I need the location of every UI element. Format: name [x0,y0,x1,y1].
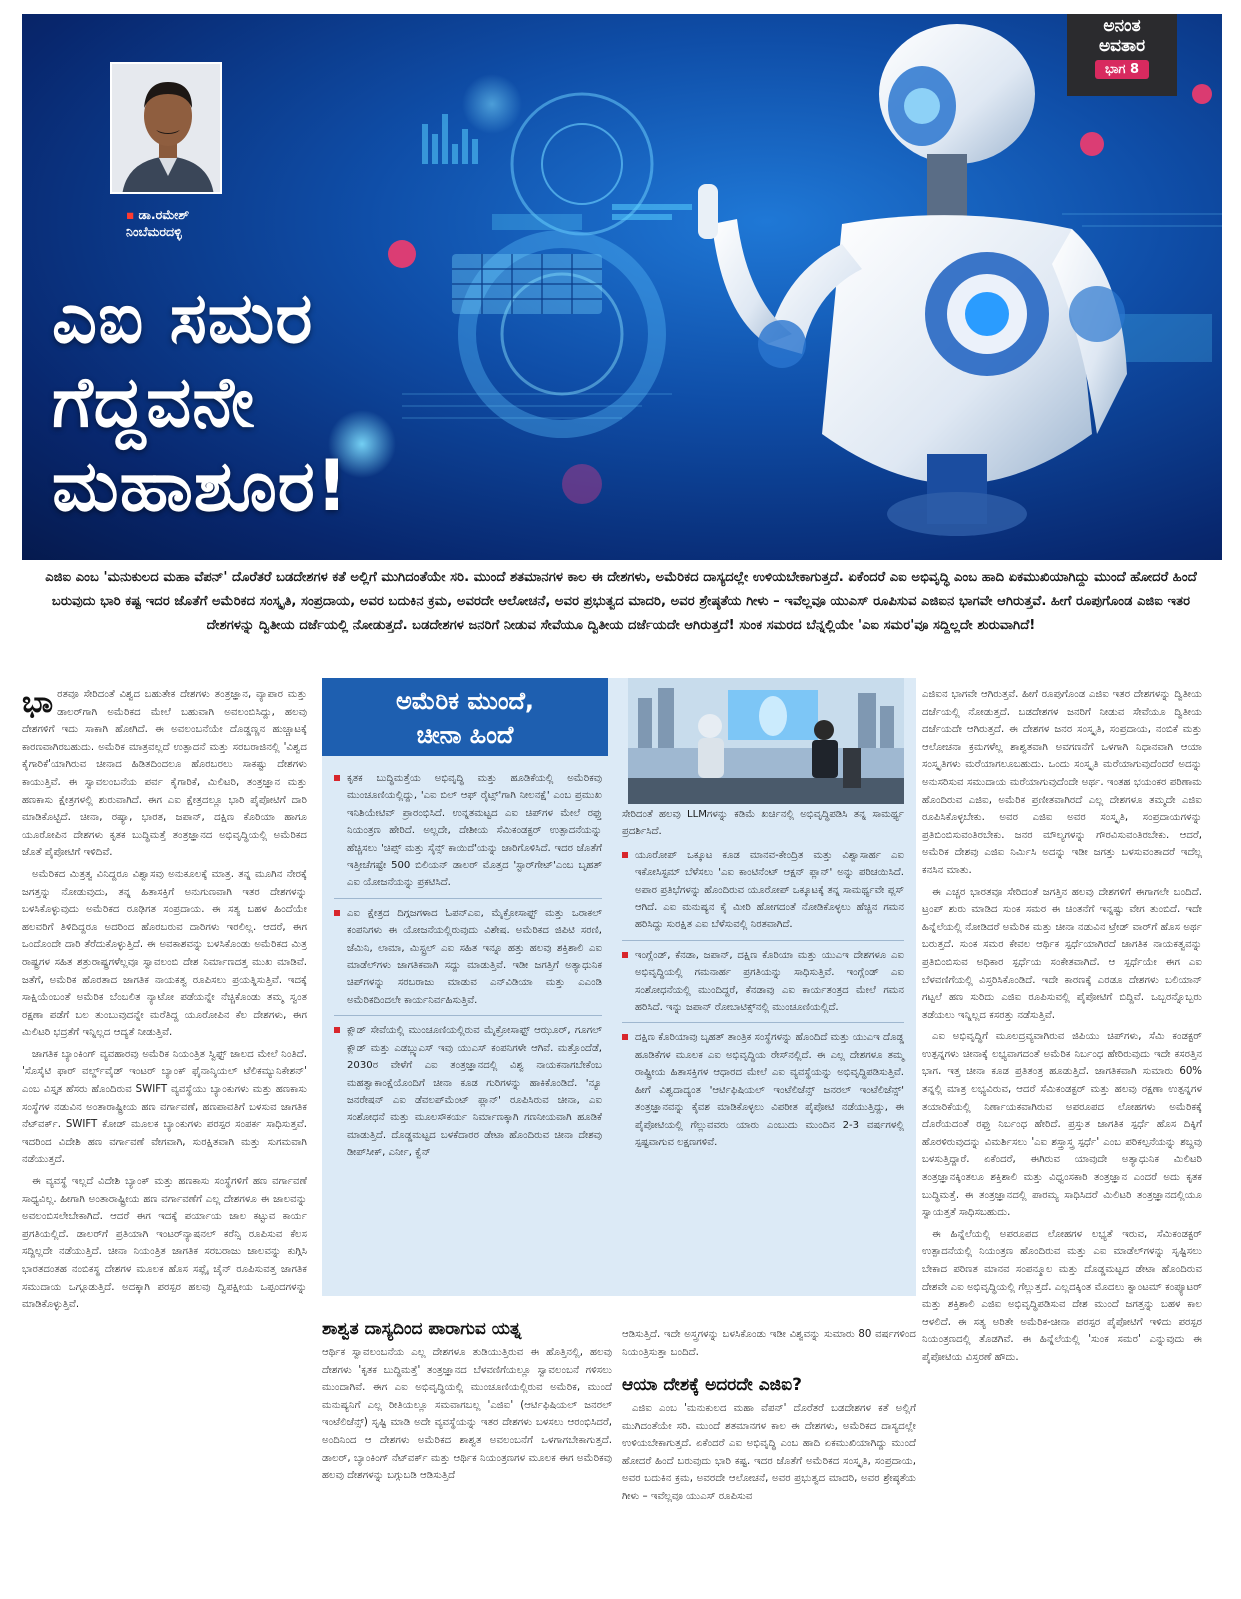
section3-lead-text: ಆಡಿಸುತ್ತಿದೆ. ಇದೇ ಅಸ್ತ್ರಗಳನ್ನು ಬಳಸಿಕೊಂಡು ಇಡೀ ವಿಶ್ವವನ್ನು ಸುಮಾರು 80 ವರ್ಷಗಳಿಂದ ನಿಯಂತ್ರಿಸುತ್ತಾ ಬಂದಿದೆ. [622,1329,916,1358]
col4-paragraph: ಈ ಎಚ್ಚರ ಭಾರತವೂ ಸೇರಿದಂತೆ ಜಗತ್ತಿನ ಹಲವು ದೇಶಗಳಿಗೆ ಈಗಾಗಲೇ ಬಂದಿದೆ. ಟ್ರಂಪ್ ಶುರು ಮಾಡಿದ ಸುಂಕ ಸಮರ ಈ ಚಿಂತನೆಗೆ ಇನ್ನಷ್ಟು ವೇಗ ತುಂಬಿದೆ. ಇದೇ ಹಿನ್ನೆಲೆಯಲ್ಲಿ ನೋಡಿದರೆ ಅಮೆರಿಕ ಮತ್ತು ಚೀನಾ ನಡುವಿನ ಟ್ರೇಡ್ ವಾರ್‌ಗೆ ಹೊಸ ಅರ್ಥ ಬರುತ್ತದೆ. ಸುಂಕ ಸಮರ ಕೇವಲ ಆರ್ಥಿಕ ಸ್ಪರ್ಧೆಯಾಗಿರದೆ ಜಾಗತಿಕ ನಾಯಕತ್ವವನ್ನು ಪ್ರತಿಬಿಂಬಿಸುವ ಅಧಿಕಾರ ಸ್ಪರ್ಧೆಯ ಸಂಕೇತವಾಗಿದೆ. ಆ ಸ್ಪರ್ಧೆಯೇ ಈಗ ಎಐ ಬೆಳವಣಿಗೆಯಲ್ಲಿ ವಿಸ್ತರಿಸಿಕೊಂಡಿದೆ. ಇದೇ ಕಾರಣಕ್ಕೆ ಎರಡೂ ದೇಶಗಳು ಬಲಿಯಾನ್ ಗಟ್ಟಲೆ ಹಣ ಸುರಿದು ಎಜಿಐ ರೂಪಿಸುವಲ್ಲಿ ಪೈಪೋಟಿಗೆ ಬಿದ್ದಿವೆ. ಒಬ್ಬರನ್ನೊಬ್ಬರು ತಡೆಯಲು ಇನ್ನಿಲ್ಲದ ಕಸರತ್ತು ನಡೆಸುತ್ತಿವೆ. [922,886,1202,1021]
sidebar-left-column [334,770,602,1174]
section3-text: ಎಜಿಐ ಎಂಬ 'ಮನುಕುಲದ ಮಹಾ ವೆಪನ್' ದೊರೆತರೆ ಬಡದೇಶಗಳ ಕತೆ ಅಲ್ಲಿಗೆ ಮುಗಿದಂತೆಯೇ ಸರಿ. ಮುಂದೆ ಶತಮಾನಗಳ ಕಾಲ ಈ ದೇಶಗಳು, ಅಮೆರಿಕದ ದಾಸ್ಯದಲ್ಲೇ ಉಳಿಯಬೇಕಾಗುತ್ತದೆ. ಏಕೆಂದರೆ ಎಐ ಅಭಿವೃದ್ಧಿ ಎಂಬ ಹಾದಿ ಏಕಮುಖಿಯಾಗಿದ್ದು ಮುಂದೆ ಹೋದರೆ ಹಿಂದೆ ಬರುವುದು ಭಾರಿ ಕಷ್ಟ. ಇದರ ಜೊತೆಗೆ ಅಮೆರಿಕದ ಸಂಸ್ಕೃತಿ, ಸಂಪ್ರದಾಯ, ಅವರ ಬದುಕಿನ ಕ್ರಮ, ಅವರದೇ ಆಲೋಚನೆ, ಅವರ ಪ್ರಭುತ್ವದ ಮಾದರಿ, ಅವರ ಶ್ರೇಷ್ಠತೆಯ ಗೀಳು – ಇವೆಲ್ಲವೂ ಯುಎಸ್ ರೂಪಿಸುವ [622,1403,916,1502]
col1-paragraph: ಅಮೆರಿಕದ ಮಿತ್ರತ್ವ ವಿನಿದ್ದರೂ ವಿಶ್ವಾಸವು ಅನುಕೂಲಕ್ಕೆ ಮಾತ್ರ. ತನ್ನ ಮೂಗಿನ ನೇರಕ್ಕೆ ಜಗತ್ತನ್ನು ನೋಡುವುದು, ತನ್ನ ಹಿತಾಸಕ್ತಿಗೆ ಅನುಗುಣವಾಗಿ ಇತರ ದೇಶಗಳನ್ನು ಬಳಸಿಕೊಳ್ಳುವುದು ಅಮೆರಿಕದ ರೂಢಿಗತ ಸಂಪ್ರದಾಯ. ಈ ಸತ್ಯ ಬಹಳ ಹಿಂದೆಯೇ ಹಲವರಿಗೆ ತಿಳಿದಿದ್ದರೂ ಅದರಿಂದ ಹೊರಬರುವ ದಾರಿಗಳು ಇರಲಿಲ್ಲ. ಆದರೆ, ಈಗ ಒಂದೊಂದೇ ದಾರಿ ತೆರೆದುಕೊಳ್ಳುತ್ತಿದೆ. ಈ ಅವಕಾಶವನ್ನು ಬಳಸಿಕೊಂಡು ಅಮೆರಿಕದ ಮಿತ್ರ ರಾಷ್ಟ್ರಗಳ ಸಹಿತ ಶತ್ರುರಾಷ್ಟ್ರಗಳೆಲ್ಲವೂ ಸ್ವಾವಲಂಬಿ ದೇಶ ನಿರ್ಮಾಣದತ್ತ ಮುಖ ಮಾಡಿವೆ. ಜತೆಗೆ, ಅಮೆರಿಕ ಹೊರತಾದ ಜಾಗತಿಕ ನಾಯಕತ್ವ ರೂಪಿಸಲು ಪ್ರಯತ್ನಿಸುತ್ತಿವೆ. ಇದಕ್ಕೆ ಸಾಕ್ಷಿಯೆಂಬಂತೆ ಅಮೆರಿಕ ಬೆಂಬಲಿತ ನ್ಯಾಟೋ ಪಡೆಯನ್ನೇ ನೆಚ್ಚಿಕೊಂಡು ತಮ್ಮ ಸ್ವಂತ ರಕ್ಷಣಾ ಪಡೆಗೆ ಬಲ ತುಂಬುವುದನ್ನೇ ಮರೆತಿದ್ದ ಯೂರೋಪಿನ ಕೆಲ ದೇಶಗಳು, ಈಗ ಮಿಲಿಟರಿ ಭದ್ರತೆಗೆ ಇನ್ನಿಲ್ಲದ ಆದ್ಯತೆ ನೀಡುತ್ತಿವೆ. [22,868,307,1039]
article-deck: ಎಜಿಐ ಎಂಬ 'ಮನುಕುಲದ ಮಹಾ ವೆಪನ್' ದೊರೆತರೆ ಬಡದೇಶಗಳ ಕತೆ ಅಲ್ಲಿಗೆ ಮುಗಿದಂತೆಯೇ ಸರಿ. ಮುಂದೆ ಶತಮಾನಗಳ ಕಾಲ ಈ ದೇಶಗಳು, ಅಮೆರಿಕದ ದಾಸ್ಯದಲ್ಲೇ ಉಳಿಯಬೇಕಾಗುತ್ತದೆ. ಏಕೆಂದರೆ ಎಐ ಅಭಿವೃದ್ಧಿ ಎಂಬ ಹಾದಿ ಏಕಮುಖಿಯಾಗಿದ್ದು ಮುಂದೆ ಹೋದರೆ ಹಿಂದೆ ಬರುವುದು ಭಾರಿ ಕಷ್ಟ ಇದರ ಜೊತೆಗೆ ಅಮೆರಿಕದ ಸಂಸ್ಕೃತಿ, ಸಂಪ್ರದಾಯ, ಅವರ ಬದುಕಿನ ಕ್ರಮ, ಅವರದೇ ಆಲೋಚನೆ, ಅವರ ಪ್ರಭುತ್ವದ ಮಾದರಿ, ಅವರ ಶ್ರೇಷ್ಠತೆಯ ಗೀಳು – ಇವೆಲ್ಲವೂ ಯುಎಸ್ ರೂಪಿಸುವ ಎಜಿಐನ ಭಾಗವೇ ಆಗಿರುತ್ತವೆ. ಹೀಗೆ ರೂಪುಗೊಂಡ ಎಜಿಐ ಇತರ ದೇಶಗಳನ್ನು ದ್ವಿತೀಯ ದರ್ಜೆಯಲ್ಲಿ ನೋಡುತ್ತದೆ. ಬಡದೇಶಗಳ ಜನರಿಗೆ ನೀಡುವ ಸೇವೆಯೂ ದ್ವಿತೀಯ ದರ್ಜೆಯದೇ ಆಗಿರುತ್ತದೆ! ಸುಂಕ ಸಮರದ ಬೆನ್ನಲ್ಲಿಯೇ 'ಎಐ ಸಮರ'ವೂ ಸದ್ದಿಲ್ಲದೇ ಶುರುವಾಗಿದೆ! [45,570,1197,633]
sidebar-bullet: ಕ್ಲೌಡ್ ಸೇವೆಯಲ್ಲಿ ಮುಂಚೂಣಿಯಲ್ಲಿರುವ ಮೈಕ್ರೋಸಾಫ್ಟ್ ಆಝೂರ್, ಗೂಗಲ್ ಕ್ಲೌಡ್ ಮತ್ತು ಎಡಬ್ಲ್ಯುಎಸ್ ಇವು ಯುಎಸ್ ಕಂಪನಿಗಳೇ ಆಗಿವೆ. ಮತ್ತೊಂದೆಡೆ, 2030ರ ವೇಳೆಗೆ ಎಐ ತಂತ್ರಜ್ಞಾನದಲ್ಲಿ ವಿಶ್ವ ನಾಯಕನಾಗಬೇಕೆಂಬ ಮಹತ್ವಾಕಾಂಕ್ಷೆಯೊಂದಿಗೆ ಚೀನಾ ಕೂಡ ಗುರಿಗಳನ್ನು ಹಾಕಿಕೊಂಡಿದೆ. 'ನ್ಯೂ ಜನರೇಷನ್ ಎಐ ಡೆವಲಪ್‌ಮೆಂಟ್ ಪ್ಲಾನ್' ರೂಪಿಸಿರುವ ಚೀನಾ, ಎಐ ಸಂಶೋಧನೆ ಮತ್ತು ಮೂಲಸೌಕರ್ಯ ನಿರ್ಮಾಣಕ್ಕಾಗಿ ಗಣನೀಯವಾಗಿ ಹೂಡಿಕೆ ಮಾಡುತ್ತಿದೆ. ದೊಡ್ಡಮಟ್ಟದ ಬಳಕೆದಾರರ ಡೇಟಾ ಹೊಂದಿರುವ ಚೀನಾ ದೇಶವು ಡೀಪ್‌ಸೀಕ್, ಎರ್ನೀ, ಕ್ವೆನ್ [334,1022,602,1167]
col1-paragraph: ಜಾಗತಿಕ ಬ್ಯಾಂಕಿಂಗ್ ವ್ಯವಹಾರವು ಅಮೆರಿಕ ನಿಯಂತ್ರಿತ ಸ್ವಿಫ್ಟ್ ಜಾಲದ ಮೇಲೆ ನಿಂತಿದೆ. 'ಸೊಸೈಟಿ ಫಾರ್ ವರ್ಲ್ಡ್‌ವೈಡ್ ಇಂಟರ್ ಬ್ಯಾಂಕ್ ಫೈನಾನ್ಶಿಯಲ್ ಟೆಲಿಕಮ್ಯುನಿಕೇಶನ್' ಎಂಬ ವಿಸ್ತೃತ ಹೆಸರು ಹೊಂದಿರುವ SWIFT ವ್ಯವಸ್ಥೆಯು ಬ್ಯಾಂಕುಗಳು ಮತ್ತು ಹಣಕಾಸು ಸಂಸ್ಥೆಗಳ ನಡುವಿನ ಅಂತಾರಾಷ್ಟ್ರೀಯ ಹಣ ವರ್ಗಾವಣೆ, ಹಣಪಾವತಿಗೆ ಬಳಸುವ ಜಾಗತಿಕ ನೆಟ್‌ವರ್ಕ್. SWIFT ಕೋಡ್ ಮೂಲಕ ಬ್ಯಾಂಕುಗಳು ಪರಸ್ಪರ ಸಂಪರ್ಕ ಸಾಧಿಸುತ್ತವೆ. ಇದರಿಂದ ವಿದೇಶಿ ಹಣ ವರ್ಗಾವಣೆ ವೇಗವಾಗಿ, ಸುರಕ್ಷಿತವಾಗಿ ಮತ್ತು ಸುಗಮವಾಗಿ ನಡೆಯುತ್ತದೆ. [22,1048,307,1166]
headline [52,276,482,528]
col4-paragraph: ಎಐ ಅಭಿವೃದ್ಧಿಗೆ ಮೂಲದ್ರವ್ಯವಾಗಿರುವ ಜಿಪಿಯು ಚಿಪ್‌ಗಳು, ಸೆಮಿ ಕಂಡಕ್ಟರ್ ಉತ್ಪನ್ನಗಳು ಚೀನಾಕ್ಕೆ ಲಭ್ಯವಾಗದಂತೆ ಅಮೆರಿಕ ನಿರ್ಬಂಧ ಹೇರಿರುವುದು ಇದೇ ಕಸರತ್ತಿನ ಭಾಗ. ಇತ್ತ ಚೀನಾ ಕೂಡ ಪ್ರತಿತಂತ್ರ ಹೂಡುತ್ತಿದೆ. ಜಾಗತಿಕವಾಗಿ ಸುಮಾರು 60% ತನ್ನಲ್ಲಿ ಮಾತ್ರ ಲಭ್ಯವಿರುವ, ಆದರೆ ಸೆಮಿಕಂಡಕ್ಟರ್ ಮತ್ತು ಹಲವು ರಕ್ಷಣಾ ಉತ್ಪನ್ನಗಳ ತಯಾರಿಕೆಯಲ್ಲಿ ನಿರ್ಣಾಯಕವಾಗಿರುವ ಅಪರೂಪದ ಲೋಹಗಳು ಅಮೆರಿಕಕ್ಕೆ ದೊರೆಯದಂತೆ ರಫ್ತು ನಿರ್ಬಂಧ ಹೇರಿದೆ. ಪ್ರಸ್ತುತ ಜಾಗತಿಕ ಸ್ಪರ್ಧೆ ಹೊಸ ದಿಕ್ಕಿಗೆ ಹೊರಳಿರುವುದನ್ನು ವಿಮರ್ಶಿಸಲು 'ಎಐ ಶಸ್ತ್ರಾಸ್ತ್ರ ಸ್ಪರ್ಧೆ' ಎಂಬ ಪರಿಕಲ್ಪನೆಯನ್ನು ಶಬ್ದವು ಬಳಸುತ್ತಿದ್ದಾರೆ. ಏಕೆಂದರೆ, ಈಗಿರುವ ಯಾವುದೇ ಅತ್ಯಾಧುನಿಕ ಮಿಲಿಟರಿ ತಂತ್ರಜ್ಞಾನಕ್ಕಿಂತಲೂ ಶಕ್ತಿಶಾಲಿ ಮತ್ತು ವಿಧ್ವಂಸಕಾರಿ ತಂತ್ರಜ್ಞಾನ ಎಂದರೆ ಅದು ಕೃತಕ ಬುದ್ಧಿಮತ್ತೆ. ಈ ತಂತ್ರಜ್ಞಾನದಲ್ಲಿ ಪಾರಮ್ಯ ಸಾಧಿಸಿದರೆ ಮಿಲಿಟರಿ ತಂತ್ರಜ್ಞಾನದಲ್ಲಿಯೂ ಸ್ವಾಯತ್ತತೆ ಸಾಧಿಸಬಹುದು. [922,1031,1202,1219]
headline-line3: ಮಹಾಶೂರ! [52,445,349,527]
series-part-label: ಭಾಗ 8 [1095,60,1149,79]
col1-paragraph-text: ರತವೂ ಸೇರಿದಂತೆ ವಿಶ್ವದ ಬಹುತೇಕ ದೇಶಗಳು ತಂತ್ರಜ್ಞಾನ, ವ್ಯಾಪಾರ ಮತ್ತು ಡಾಲರ್‌ಗಾಗಿ ಅಮೆರಿಕದ ಮೇಲೆ ಬಹುವಾಗಿ ಅವಲಂಬಿಸಿದ್ದು, ಹಲವು ದೇಶಗಳಿಗೆ ಇದು ಸಾಕಾಗಿ ಹೋಗಿದೆ. ಈ ಅವಲಂಬನೆಯೇ ದೊಡ್ಡಣ್ಣನ ಹುಚ್ಚಾಟಕ್ಕೆ ಕಾರಣವಾಗಿರಬಹುದು. ಅಮೆರಿಕ ಮಾತ್ರವಲ್ಲದೆ ಉತ್ಪಾದನೆ ಮತ್ತು ಸರಬರಾಜಿನಲ್ಲಿ 'ವಿಶ್ವದ ಕೈಗಾರಿಕೆ'ಯಾಗಿರುವ ಚೀನಾದ ಹಿಡಿತದಿಂದಲೂ ಹೊರಬರಲು ಸಾಕಷ್ಟು ದೇಶಗಳು ಕಾಯುತ್ತಿವೆ. ಈ ಸ್ವಾವಲಂಬನೆಯ ಪರ್ವ ಕೈಗಾರಿಕೆ, ಮಿಲಿಟರಿ, ತಂತ್ರಜ್ಞಾನ ಮತ್ತು ಹಣಕಾಸು ಕ್ಷೇತ್ರಗಳಲ್ಲಿ ಶುರುವಾಗಿದೆ. ಈಗ ಎಐ ಕ್ಷೇತ್ರದಲ್ಲೂ ಭಾರಿ ಪೈಪೋಟಿಗೆ ದಾರಿ ಮಾಡಿಕೊಟ್ಟಿದೆ. ಚೀನಾ, ರಷ್ಯಾ, ಭಾರತ, ಜಪಾನ್, ದಕ್ಷಿಣ ಕೊರಿಯಾ ಹಾಗೂ ಯೂರೋಪಿನ ದೇಶಗಳು ಕೃತಕ ಬುದ್ಧಿಮತ್ತೆ ತಂತ್ರಜ್ಞಾನದ ಅಭಿವೃದ್ಧಿಯಲ್ಲಿ ಅಮೆರಿಕದ ಜೊತೆ ಪೈಪೋಟಿಗೆ ಇಳಿದಿವೆ. [22,689,307,859]
dropcap: ಭಾ [22,685,54,720]
sidebar-right-column [622,806,904,1163]
section3-lead [622,1326,916,1365]
series-badge [1067,14,1177,96]
series-title-line2: ಅವತಾರ [1098,36,1146,56]
headline-line1: ಎಐ ಸಮರ [52,277,314,359]
sidebar-continuation: ಸೇರಿದಂತೆ ಹಲವು LLMಗಳನ್ನು ಕಡಿಮೆ ಖರ್ಚಿನಲ್ಲಿ ಅಭಿವೃದ್ಧಿಪಡಿಸಿ ತನ್ನ ಸಾಮರ್ಥ್ಯ ಪ್ರದರ್ಶಿಸಿದೆ. [622,809,904,838]
col1-paragraph: ಈ ವ್ಯವಸ್ಥೆ ಇಲ್ಲದೆ ವಿದೇಶಿ ಬ್ಯಾಂಕ್ ಮತ್ತು ಹಣಕಾಸು ಸಂಸ್ಥೆಗಳಿಗೆ ಹಣ ವರ್ಗಾವಣೆ ಸಾಧ್ಯವಿಲ್ಲ. ಹೀಗಾಗಿ ಅಂತಾರಾಷ್ಟ್ರೀಯ ಹಣ ವರ್ಗಾವಣೆಗೆ ಎಲ್ಲ ದೇಶಗಳೂ ಈ ಜಾಲವನ್ನು ಅವಲಂಬಿಸಲೇಬೇಕಾಗಿದೆ. ಆದರೆ ಈಗ ಇದಕ್ಕೆ ಪರ್ಯಾಯ ಜಾಲ ಕಟ್ಟುವ ಕಾರ್ಯ ಪ್ರಗತಿಯಲ್ಲಿದೆ. ಡಾಲರ್‌ಗೆ ಪ್ರತಿಯಾಗಿ ಇಂಟರ್‌ನ್ಯಾಷನಲ್ ಕರೆನ್ಸಿ ರೂಪಿಸುವ ಕೆಲಸ ಸದ್ದಿಲ್ಲದೇ ನಡೆಯುತ್ತಿದೆ. ಚೀನಾ ನಿಯಂತ್ರಿತ ಜಾಗತಿಕ ಸರಬರಾಜು ಜಾಲವನ್ನು ಕುಗ್ಗಿಸಿ ಭಾರತದಂತಹ ನಂಬಿಕಸ್ಥ ದೇಶಗಳ ಮೂಲಕ ಹೊಸ ಸಪ್ಲೈ ಚೈನ್ ರೂಪಿಸುವತ್ತ ಜಾಗತಿಕ ಸಮುದಾಯ ಒಗ್ಗೂಡುತ್ತಿದೆ. ಅದಕ್ಕಾಗಿ ಪರಸ್ಪರ ಹಲವು ದ್ವಿಪಕ್ಷೀಯ ಒಪ್ಪಂದಗಳನ್ನು ಮಾಡಿಕೊಳ್ಳುತ್ತಿವೆ. [22,1176,307,1311]
author-byline [126,206,236,240]
sidebar-bullet: ಕೃತಕ ಬುದ್ಧಿಮತ್ತೆಯ ಅಭಿವೃದ್ಧಿ ಮತ್ತು ಹೂಡಿಕೆಯಲ್ಲಿ ಅಮೆರಿಕವು ಮುಂಚೂಣಿಯಲ್ಲಿದ್ದು, 'ಎಐ ಬಿಲ್ ಆಫ್ ರೈಟ್ಸ್'ಗಾಗಿ ನೀಲನಕ್ಷೆ' ಎಂಬ ಪ್ರಮುಖ ಇನಿಶಿಯೇಟಿವ್ ಪ್ರಾರಂಭಿಸಿದೆ. ಉನ್ನತಮಟ್ಟದ ಎಐ ಚಿಪ್‌ಗಳ ಮೇಲೆ ರಫ್ತು ನಿಯಂತ್ರಣ ಹೇರಿದೆ. ಅಲ್ಲದೇ, ದೇಶೀಯ ಸೆಮಿಕಂಡಕ್ಟರ್ ಉತ್ಪಾದನೆಯನ್ನು ಹೆಚ್ಚಿಸಲು 'ಚಿಪ್ಸ್ ಮತ್ತು ಸೈನ್ಸ್ ಕಾಯಿದೆ'ಯನ್ನು ಜಾರಿಗೊಳಿಸಿದೆ. ಇದರ ಜೊತೆಗೆ ಇತ್ತೀಚೆಗಷ್ಟೇ 500 ಬಿಲಿಯನ್ ಡಾಲರ್ ಮೊತ್ತದ 'ಸ್ಟಾರ್‌ಗೇಟ್'ಎಂಬ ಬೃಹತ್ ಎಐ ಯೋಜನೆಯನ್ನು ಪ್ರಕಟಿಸಿದೆ. [334,770,602,899]
robot-meeting-image [628,678,904,804]
section2-text: ಆರ್ಥಿಕ ಸ್ವಾವಲಂಬನೆಯ ಎಲ್ಲ ದೇಶಗಳೂ ತುಡಿಯುತ್ತಿರುವ ಈ ಹೊತ್ತಿನಲ್ಲಿ, ಹಲವು ದೇಶಗಳು 'ಕೃತಕ ಬುದ್ಧಿಮತ್ತೆ' ತಂತ್ರಜ್ಞಾನದ ಬೆಳವಣಿಗೆಯಲ್ಲೂ ಸ್ವಾವಲಂಬನೆ ಗಳಿಸಲು ಮುಂದಾಗಿವೆ. ಈಗ ಎಐ ಅಭಿವೃದ್ಧಿಯಲ್ಲಿ ಮುಂಚೂಣಿಯಲ್ಲಿರುವ ಅಮೆರಿಕ, ಮುಂದೆ ಮನುಷ್ಯನಿಗೆ ಎಲ್ಲ ರೀತಿಯಲ್ಲೂ ಸಮವಾಗಬಲ್ಲ 'ಎಜಿಐ' (ಆರ್ಟಿಫಿಷಿಯಲ್ ಜನರಲ್ ಇಂಟೆಲಿಜೆನ್ಸ್) ಸೃಷ್ಟಿ ಮಾಡಿ ಅದೇ ವ್ಯವಸ್ಥೆಯನ್ನು ಇತರ ದೇಶಗಳು ಬಳಸಲು ಆರಂಭಿಸಿದರೆ, ಅಂದಿನಿಂದ ಆ ದೇಶಗಳು ಅಮೆರಿಕದ ಶಾಶ್ವತ ಅವಲಂಬನೆಗೆ ಒಳಗಾಗಬೇಕಾಗುತ್ತದೆ. ಡಾಲರ್, ಬ್ಯಾಂಕಿಂಗ್ ನೆಟ್‌ವರ್ಕ್ ಮತ್ತು ಆರ್ಥಿಕ ನಿಯಂತ್ರಣಗಳ ಮೂಲಕ ಈಗ ಅಮೆರಿಕವು ಹಲವು ದೇಶಗಳನ್ನು ಬಗ್ಗುಬಡಿ ಆಡಿಸುತ್ತಿದೆ [322,1347,612,1482]
section3-body [622,1400,916,1510]
column-4 [922,686,1202,1371]
headline-line2: ಗೆದ್ದವನೇ [52,361,256,443]
section2-heading: ಶಾಶ್ವತ ದಾಸ್ಯದಿಂದ ಪಾರಾಗುವ ಯತ್ನ [322,1319,522,1339]
author-name-line2: ನಿಂಬೆಮರದಳ್ಳಿ [126,224,182,239]
byline-bullet: ▪ [126,207,135,222]
hero-banner [22,14,1222,560]
sidebar-bullet: ಇಂಗ್ಲೆಂಡ್, ಕೆನಡಾ, ಜಪಾನ್, ದಕ್ಷಿಣ ಕೊರಿಯಾ ಮತ್ತು ಯುಎಇ ದೇಶಗಳೂ ಎಐ ಅಭಿವೃದ್ಧಿಯಲ್ಲಿ ಗಮನಾರ್ಹ ಪ್ರಗತಿಯನ್ನು ಸಾಧಿಸುತ್ತಿವೆ. ಇಂಗ್ಲೆಂಡ್ ಎಐ ಸಂಶೋಧನೆಯಲ್ಲಿ ಮುಂದಿದ್ದರೆ, ಕೆನಡಾವು ಎಐ ಕಾರ್ಯತಂತ್ರದ ಮೇಲೆ ಗಮನ ಹರಿಸಿದೆ. ಇನ್ನು ಜಪಾನ್ ರೋಬಾಟಿಕ್ಸ್‌ನಲ್ಲಿ ಮುಂಚೂಣಿಯಲ್ಲಿದೆ. [622,947,904,1024]
author-name-line1: ಡಾ.ರಮೇಶ್ [138,207,190,222]
column-1 [22,686,307,1318]
col4-paragraph: ಎಜಿಐನ ಭಾಗವೇ ಆಗಿರುತ್ತವೆ. ಹೀಗೆ ರೂಪುಗೊಂಡ ಎಜಿಐ ಇತರ ದೇಶಗಳನ್ನು ದ್ವಿತೀಯ ದರ್ಜೆಯಲ್ಲಿ ನೋಡುತ್ತದೆ. ಬಡದೇಶಗಳ ಜನರಿಗೆ ನೀಡುವ ಸೇವೆಯೂ ದ್ವಿತೀಯ ದರ್ಜೆಯದೇ ಆಗಿರುತ್ತದೆ. ಈ ದೇಶಗಳ ಜನರ ಸಂಸ್ಕೃತಿ, ಸಂಪ್ರದಾಯ, ನಂಬಿಕೆ ಮತ್ತು ಆಲೋಚನಾ ಕ್ರಮಗಳೆಲ್ಲ ಶಾಶ್ವತವಾಗಿ ಅವಗಣನೆಗೆ ಒಳಗಾಗಿ ನಿಧಾನವಾಗಿ ಆಯಾ ಸಂಸ್ಕೃತಿಗಳು ಮರೆಯಾಗಲೂಬಹುದು. ಒಂದು ಸಂಸ್ಕೃತಿ ಮರೆಯಾಗುವುದೆಂದರೆ ಅದನ್ನು ಅನುಸರಿಸುವ ಸಮುದಾಯ ಮರೆಯಾಗುವುದೆಂದೇ ಅರ್ಥ. ಇಂತಹ ಭಯಂಕರ ಪರಿಣಾಮ ಹೊಂದಿರುವ ಎಜಿಐ, ಅಮೆರಿಕ ಪ್ರಣೀತವಾಗಿರದೆ ಎಲ್ಲ ದೇಶಗಳೂ ತಮ್ಮದೇ ಎಜಿಐ ರೂಪಿಸಿಕೊಳ್ಳಬೇಕು. ಅವರ ಎಜಿಐ ಅವರ ಸಂಸ್ಕೃತಿ, ಸಂಪ್ರದಾಯಗಳನ್ನು ಪ್ರತಿಬಿಂಬಿಸುವಂತಿರಬೇಕು. ಜನರ ಮೌಲ್ಯಗಳನ್ನು ಗೌರವಿಸುವಂತಿರಬೇಕು. ಆದರೆ, ಅಮೆರಿಕ ದೇಶವು ಎಜಿಐ ನಿರ್ಮಿಸಿ ಅದನ್ನು ಇಡೀ ಜಗತ್ತು ಬಳಸುವಂತಾದರೆ ಇದೆಲ್ಲ ಕನಸಿನ ಮಾತು. [922,689,1202,876]
sidebar-box [322,678,916,1296]
sidebar-bullet: ಯೂರೋಪ್ ಒಕ್ಕೂಟ ಕೂಡ ಮಾನವ-ಕೇಂದ್ರಿತ ಮತ್ತು ವಿಶ್ವಾಸಾರ್ಹ ಎಐ ಇಕೋಸಿಸ್ಟಮ್ ಬೆಳೆಸಲು 'ಎಐ ಕಾಂಟಿನೆಂಟ್ ಆಕ್ಷನ್ ಪ್ಲಾನ್' ಅನ್ನು ಪರಿಚಯಿಸಿದೆ. ಅಪಾರ ಪ್ರತಿಭೆಗಳನ್ನು ಹೊಂದಿರುವ ಯೂರೋಪ್ ಒಕ್ಕೂಟಕ್ಕೆ ತನ್ನ ಸಾಮರ್ಥ್ಯವೇ ಪ್ಲಸ್ ಆಗಿದೆ. ಎಐ ಮನುಷ್ಯನ ಕೈ ಮೀರಿ ಹೋಗದಂತೆ ನೋಡಿಕೊಳ್ಳಲು ಹೆಚ್ಚಿನ ಗಮನ ಹರಿಸಿದ್ದು ಸುರಕ್ಷಿತ ಎಐ ಬೆಳೆಸುವಲ್ಲಿ ನಿರತವಾಗಿದೆ. [622,847,904,941]
author-photo [110,62,222,194]
section3-heading: ಆಯಾ ದೇಶಕ್ಕೆ ಅದರದೇ ಎಜಿಐ? [622,1375,802,1395]
sidebar-bullet: ದಕ್ಷಿಣ ಕೊರಿಯಾವು ಬೃಹತ್ ತಾಂತ್ರಿಕ ಸಂಸ್ಥೆಗಳನ್ನು ಹೊಂದಿದೆ ಮತ್ತು ಯುಎಇ ದೊಡ್ಡ ಹೂಡಿಕೆಗಳ ಮೂಲಕ ಎಐ ಅಭಿವೃದ್ಧಿಯ ರೇಸ್‌ನಲ್ಲಿದೆ. ಈ ಎಲ್ಲ ದೇಶಗಳೂ ತಮ್ಮ ರಾಷ್ಟ್ರೀಯ ಹಿತಾಸಕ್ತಿಗಳ ಆಧಾರದ ಮೇಲೆ ಎಐ ವ್ಯವಸ್ಥೆಯನ್ನು ಅಭಿವೃದ್ಧಿಪಡಿಸುತ್ತಿವೆ. ಹೀಗೆ ವಿಶ್ವದಾದ್ಯಂತ 'ಆರ್ಟಿಫಿಷಿಯಲ್ ಇಂಟೆಲಿಜೆನ್ಸ್ ಜನರಲ್ ಇಂಟೆಲಿಜೆನ್ಸ್' ತಂತ್ರಜ್ಞಾನವನ್ನು ಕೈವಶ ಮಾಡಿಕೊಳ್ಳಲು ವಿಪರೀತ ಪೈಪೋಟಿ ನಡೆಯುತ್ತಿದ್ದು, ಈ ಪೈಪೋಟಿಯಲ್ಲಿ ಗೆಲ್ಲುವವರು ಯಾರು ಎಂಬುದು ಮುಂದಿನ 2-3 ವರ್ಷಗಳಲ್ಲಿ ಸ್ಪಷ್ಟವಾಗುವ ಲಕ್ಷಣಗಳಿವೆ. [622,1029,904,1157]
sidebar-title [322,678,608,756]
sidebar-bullet: ಎಐ ಕ್ಷೇತ್ರದ ದಿಗ್ಗಜಗಳಾದ ಓಪನ್‌ಎಐ, ಮೈಕ್ರೋಸಾಫ್ಟ್ ಮತ್ತು ಒರಾಕಲ್ ಕಂಪನಿಗಳು ಈ ಯೋಜನೆಯಲ್ಲಿರುವುದು ವಿಶೇಷ. ಅಮೆರಿಕದ ಜಿಪಿಟಿ ಸರಣಿ, ಜೆಮಿನಿ, ಲಾಮಾ, ಮಿಸ್ಟ್ರಲ್ ಎಐ ಸಹಿತ ಇನ್ನೂ ಹತ್ತು ಹಲವು ಶಕ್ತಿಶಾಲಿ ಎಐ ಮಾಡೆಲ್‌ಗಳು ಜಾಗತಿಕವಾಗಿ ಸದ್ದು ಮಾಡುತ್ತಿವೆ. ಇಡೀ ಜಗತ್ತಿಗೆ ಅತ್ಯಾಧುನಿಕ ಚಿಪ್‌ಗಳನ್ನು ಸರಬರಾಜು ಮಾಡುವ ಎನ್‌ವಿಡಿಯಾ ಮತ್ತು ಎಎಂಡಿ ಅಮೆರಿಕದಿಂದಲೇ ಕಾರ್ಯನಿರ್ವಹಿಸುತ್ತಿವೆ. [334,905,602,1016]
col4-paragraph: ಈ ಹಿನ್ನೆಲೆಯಲ್ಲಿ ಅಪರೂಪದ ಲೋಹಗಳ ಲಭ್ಯತೆ ಇರುವ, ಸೆಮಿಕಂಡಕ್ಟರ್ ಉತ್ಪಾದನೆಯಲ್ಲಿ ನಿಯಂತ್ರಣ ಹೊಂದಿರುವ ಮತ್ತು ಎಐ ಮಾಡೆಲ್‌ಗಳನ್ನು ಸೃಷ್ಟಿಸಲು ಬೇಕಾದ ಪರಿಣತ ಮಾನವ ಸಂಪನ್ಮೂಲ ಮತ್ತು ದೊಡ್ಡಮಟ್ಟದ ಡೇಟಾ ಹೊಂದಿರುವ ದೇಶವೇ ಎಐ ಅಭಿವೃದ್ಧಿಯಲ್ಲಿ ಗೆಲ್ಲುತ್ತದೆ. ಎಲ್ಲದಕ್ಕಿಂತ ಮೊದಲು ಕ್ವಾಂಟಮ್ ಕಂಪ್ಯೂಟರ್ ಮತ್ತು ಶಕ್ತಿಶಾಲಿ ಎಜಿಐ ಅಭಿವೃದ್ಧಿಪಡಿಸುವ ದೇಶ ಮುಂದೆ ಜಗತ್ತನ್ನು ಬಹಳ ಕಾಲ ಆಳಲಿದೆ. ಈ ಸತ್ಯ ಅರಿತೇ ಅಮೆರಿಕ-ಚೀನಾ ಪರಸ್ಪರ ಪೈಪೋಟಿಗೆ ಇಳಿದು ಪರಸ್ಪರ ನಿಯಂತ್ರಣದಲ್ಲಿ ತೊಡಗಿವೆ. ಈ ಹಿನ್ನೆಲೆಯಲ್ಲಿ 'ಸುಂಕ ಸಮರ' ಎನ್ನುವುದು ಈ ಪೈಪೋಟಿಯ ವಿಸ್ತರಣೆ ಹೌದು. [922,1228,1202,1363]
sidebar-title-line1: ಅಮೆರಿಕ ಮುಂದೆ, [395,687,535,715]
col1-paragraph [22,686,307,862]
sidebar-title-line2: ಚೀನಾ ಹಿಂದೆ [416,721,514,749]
section2-body [322,1344,612,1489]
series-title-line1: ಅನಂತ [1103,16,1141,36]
